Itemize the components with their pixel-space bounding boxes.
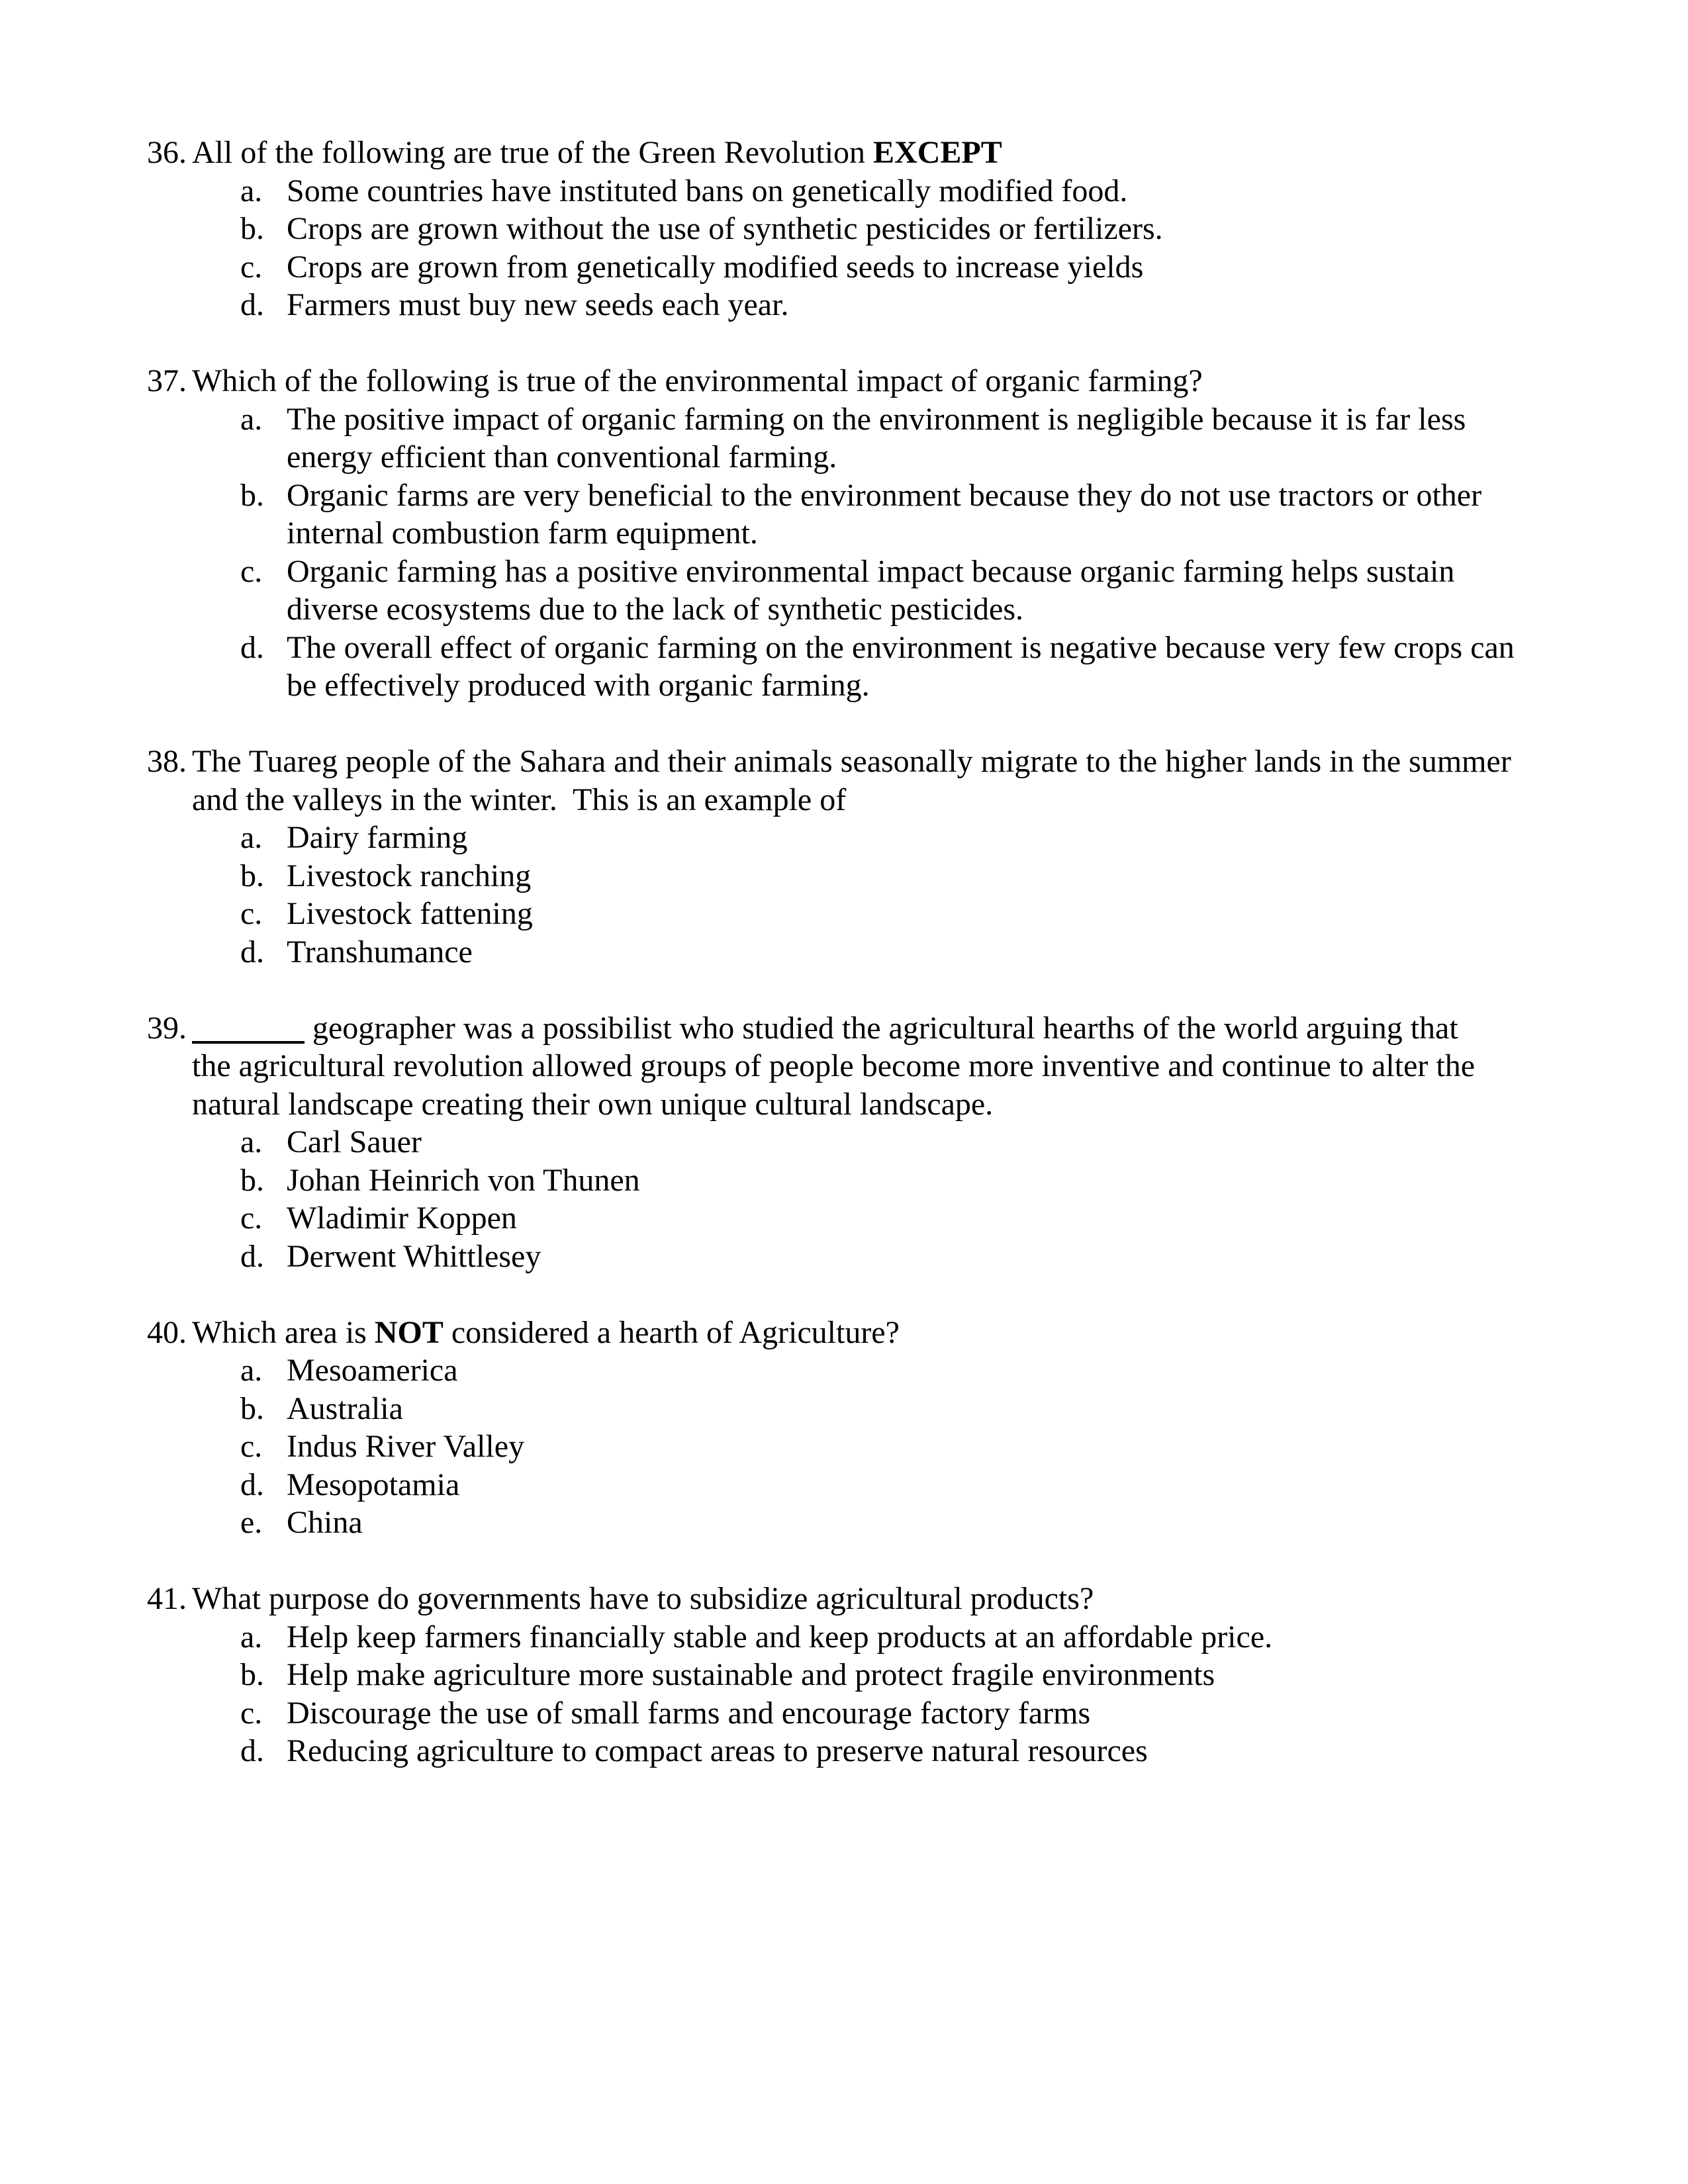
- option-text: China: [287, 1505, 363, 1540]
- question-37-option-d: [192, 629, 1546, 705]
- option-text: Discourage the use of small farms and encourage factory farms: [287, 1695, 1091, 1731]
- option-letter: e.: [240, 1505, 263, 1540]
- option-text: Livestock ranching: [287, 858, 532, 893]
- option-letter: a.: [240, 1619, 263, 1655]
- question-41-option-d: [192, 1732, 1546, 1770]
- prompt-text: Which area is: [192, 1314, 375, 1350]
- question-36-option-d: [192, 286, 1546, 324]
- prompt-text: and the valleys in the winter. This is an example of: [192, 782, 847, 817]
- option-text: Derwent Whittlesey: [287, 1238, 541, 1274]
- option-letter: c.: [240, 249, 263, 285]
- option-text: Help keep farmers financially stable and keep products at an affordable price.: [287, 1619, 1273, 1655]
- option-letter: d.: [240, 1238, 264, 1274]
- question-39-prompt-continuation: [192, 1085, 1546, 1124]
- option-letter: c.: [240, 1695, 263, 1731]
- question-37-option-a: [192, 400, 1546, 477]
- question-38-option-c: [192, 895, 1546, 933]
- option-letter: d.: [240, 1467, 264, 1502]
- option-letter: b.: [240, 858, 264, 893]
- option-letter: b.: [240, 1162, 264, 1198]
- question-41-option-a: [192, 1618, 1546, 1657]
- question-40-option-a: [192, 1351, 1546, 1390]
- prompt-text: The Tuareg people of the Sahara and their animals seasonally migrate to the higher lands in the summer: [192, 744, 1511, 779]
- question-36-prompt: [147, 134, 1546, 172]
- option-letter: a.: [240, 1353, 263, 1388]
- question-number: 41.: [147, 1581, 187, 1616]
- question-36-option-b: [192, 210, 1546, 248]
- option-text: Some countries have instituted bans on genetically modified food.: [287, 173, 1128, 208]
- option-letter: a.: [240, 173, 263, 208]
- option-text: The positive impact of organic farming on the environment is negligible because it is far less: [287, 401, 1466, 437]
- prompt-emphasis-text: NOT: [374, 1314, 444, 1350]
- prompt-text: the agricultural revolution allowed groups of people become more inventive and continue to alter the: [192, 1048, 1476, 1083]
- question-36-option-a: [192, 172, 1546, 210]
- option-text: Organic farms are very beneficial to the environment because they do not use tractors or other: [287, 477, 1482, 513]
- option-letter: b.: [240, 211, 264, 246]
- question-39-prompt: [147, 1009, 1546, 1048]
- question-40-option-b: [192, 1390, 1546, 1428]
- question-37: [147, 362, 1546, 705]
- prompt-text: considered a hearth of Agriculture?: [443, 1314, 900, 1350]
- question-39-option-a: [192, 1123, 1546, 1161]
- option-text: Farmers must buy new seeds each year.: [287, 287, 789, 322]
- question-39: [147, 1009, 1546, 1276]
- option-letter: d.: [240, 1733, 264, 1768]
- option-letter: d.: [240, 629, 264, 665]
- option-text: Reducing agriculture to compact areas to preserve natural resources: [287, 1733, 1148, 1768]
- question-number: 40.: [147, 1314, 187, 1350]
- prompt-emphasis-text: EXCEPT: [873, 135, 1002, 170]
- question-40-prompt: [147, 1314, 1546, 1352]
- option-letter: b.: [240, 1390, 264, 1426]
- option-text: energy efficient than conventional farming.: [287, 439, 837, 475]
- question-38-option-d: [192, 933, 1546, 972]
- option-text: Organic farming has a positive environmental impact because organic farming helps sustain: [287, 553, 1455, 589]
- prompt-text: Which of the following is true of the environmental impact of organic farming?: [192, 363, 1203, 398]
- option-text: Carl Sauer: [287, 1124, 422, 1160]
- option-text: Indus River Valley: [287, 1429, 525, 1464]
- fill-in-blank-line: [192, 1034, 305, 1044]
- question-38-option-b: [192, 857, 1546, 895]
- question-39-prompt-continuation: [192, 1047, 1546, 1085]
- option-text: Dairy farming: [287, 820, 468, 855]
- question-38-option-a: [192, 819, 1546, 857]
- question-40-option-c: [192, 1428, 1546, 1466]
- option-text: Mesopotamia: [287, 1467, 460, 1502]
- option-text: diverse ecosystems due to the lack of synthetic pesticides.: [287, 592, 1024, 627]
- question-40: [147, 1314, 1546, 1542]
- option-text: Johan Heinrich von Thunen: [287, 1162, 640, 1198]
- option-text: Mesoamerica: [287, 1353, 458, 1388]
- question-number: 37.: [147, 363, 187, 398]
- prompt-text: What purpose do governments have to subsidize agricultural products?: [192, 1581, 1094, 1616]
- question-number: 39.: [147, 1010, 187, 1046]
- option-letter: d.: [240, 287, 264, 322]
- prompt-text: All of the following are true of the Green Revolution: [192, 135, 874, 170]
- question-41-option-b: [192, 1656, 1546, 1694]
- option-text: Crops are grown from genetically modified seeds to increase yields: [287, 249, 1144, 285]
- question-40-option-e: [192, 1504, 1546, 1542]
- option-letter: a.: [240, 1124, 263, 1160]
- question-number: 38.: [147, 744, 187, 779]
- question-36: [147, 134, 1546, 324]
- option-letter: c.: [240, 553, 263, 589]
- question-37-option-b: [192, 477, 1546, 553]
- option-letter: a.: [240, 820, 263, 855]
- option-letter: c.: [240, 896, 263, 931]
- question-41: [147, 1580, 1546, 1770]
- option-letter: b.: [240, 1657, 264, 1692]
- question-37-option-c: [192, 553, 1546, 629]
- question-38: [147, 743, 1546, 971]
- question-36-option-c: [192, 248, 1546, 287]
- option-text: Livestock fattening: [287, 896, 533, 931]
- question-41-prompt: [147, 1580, 1546, 1618]
- option-text: The overall effect of organic farming on the environment is negative because very few crops can: [287, 629, 1515, 665]
- option-text: Wladimir Koppen: [287, 1201, 517, 1236]
- option-letter: d.: [240, 934, 264, 970]
- option-text: Transhumance: [287, 934, 473, 970]
- question-39-option-b: [192, 1161, 1546, 1200]
- option-letter: c.: [240, 1201, 263, 1236]
- option-text: internal combustion farm equipment.: [287, 516, 758, 551]
- question-41-option-c: [192, 1694, 1546, 1733]
- question-38-prompt-continuation: [192, 781, 1546, 819]
- question-39-option-c: [192, 1199, 1546, 1238]
- question-37-prompt: [147, 362, 1546, 400]
- question-40-option-d: [192, 1466, 1546, 1504]
- prompt-text: natural landscape creating their own unique cultural landscape.: [192, 1086, 994, 1122]
- option-text: Crops are grown without the use of synthetic pesticides or fertilizers.: [287, 211, 1163, 246]
- option-text: Help make agriculture more sustainable and protect fragile environments: [287, 1657, 1215, 1692]
- option-letter: a.: [240, 401, 263, 437]
- prompt-text: geographer was a possibilist who studied the agricultural hearths of the world arguing that: [305, 1010, 1458, 1046]
- option-letter: b.: [240, 477, 264, 513]
- option-text: be effectively produced with organic farming.: [287, 668, 870, 703]
- option-letter: c.: [240, 1429, 263, 1464]
- option-text: Australia: [287, 1390, 403, 1426]
- question-39-option-d: [192, 1238, 1546, 1276]
- question-38-prompt: [147, 743, 1546, 781]
- question-number: 36.: [147, 135, 187, 170]
